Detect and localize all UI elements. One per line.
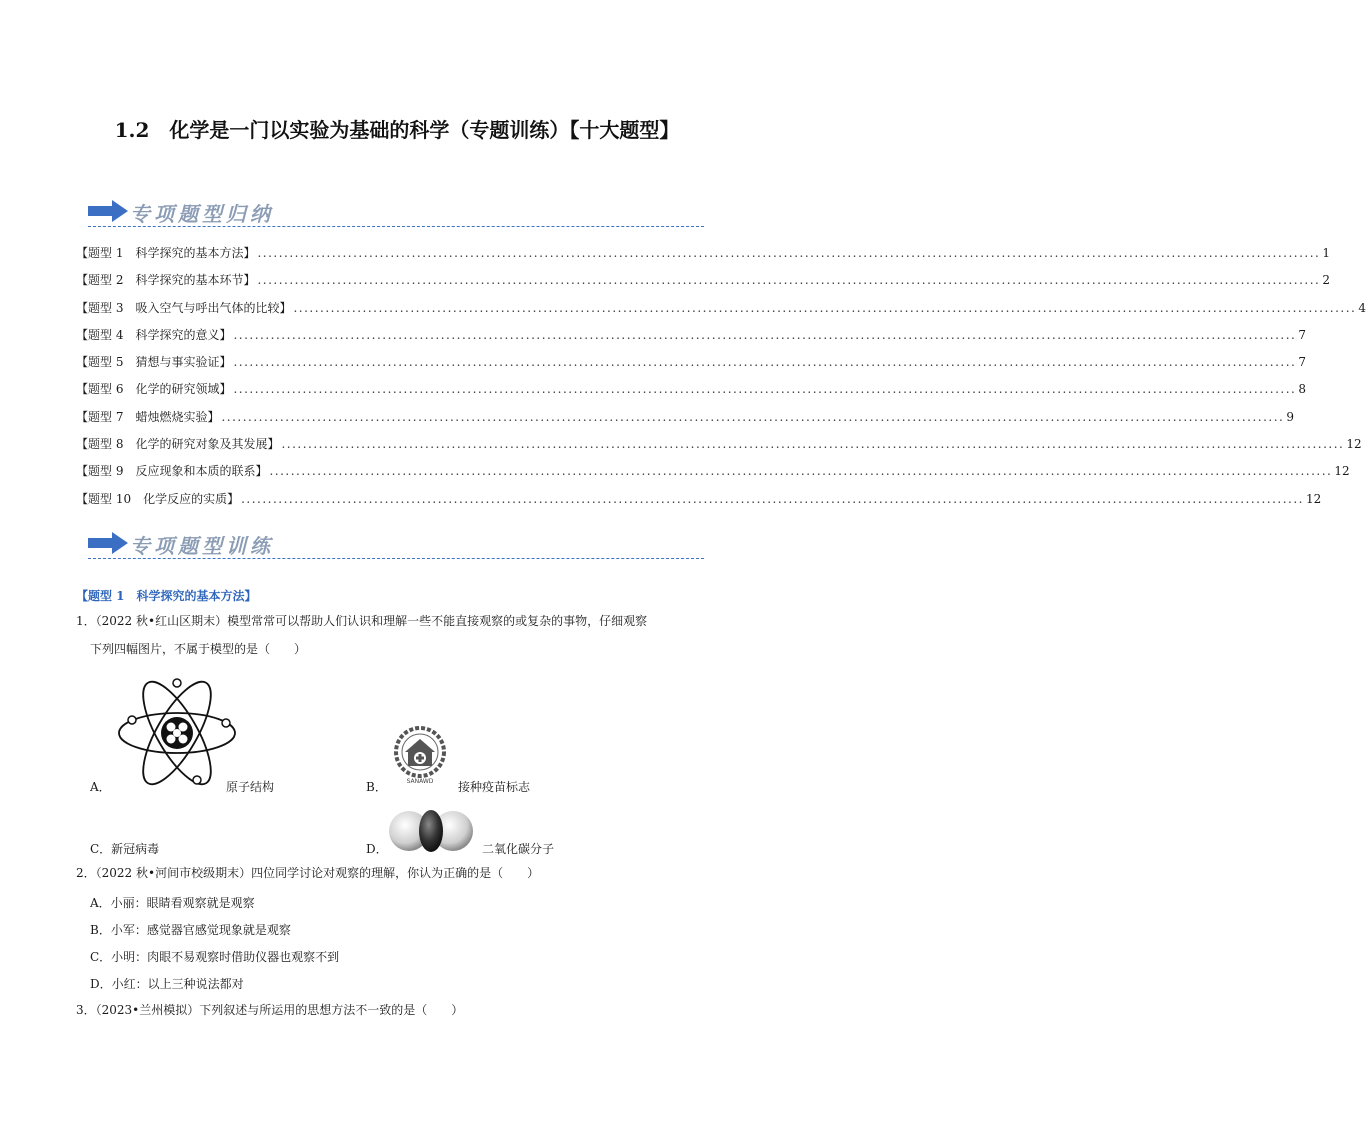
toc-leader-dots: ........................................................................................................................................................................................................	[233, 382, 1297, 397]
toc-leader-dots: ........................................................................................................................................................................................................	[241, 491, 1304, 506]
toc-label: 【题型 9 反应现象和本质的联系】	[76, 464, 268, 479]
toc-page-number: 7	[1298, 327, 1306, 342]
title-text: 化学是一门以实验为基础的科学（专题训练）【十大题型】	[169, 118, 680, 142]
banner-summary-text: 专项题型归纳	[130, 202, 274, 226]
toc-leader-dots: ........................................................................................................................................................................................................	[257, 246, 1321, 260]
toc-row[interactable]	[76, 353, 1306, 380]
arrow-right-icon	[88, 200, 128, 222]
banner-summary	[88, 198, 704, 228]
title-number: 1.2	[114, 118, 150, 142]
toc-leader-dots: ........................................................................................................................................................................................................	[233, 327, 1297, 342]
arrow-right-icon	[88, 532, 128, 554]
toc-leader-dots: ........................................................................................................................................................................................................	[257, 273, 1321, 288]
toc-label: 【题型 2 科学探究的基本环节】	[76, 273, 256, 288]
toc-label: 【题型 10 化学反应的实质】	[76, 491, 240, 506]
toc-row[interactable]	[76, 462, 1350, 489]
toc-label: 【题型 6 化学的研究领域】	[76, 382, 232, 397]
toc-page-number: 2	[1322, 273, 1330, 288]
toc-page-number: 12	[1305, 491, 1322, 506]
question-3-stem: 3．（2023•兰州模拟）下列叙述与所运用的思想方法不一致的是（ ）	[76, 1003, 464, 1017]
toc-page-number: 4	[1358, 300, 1366, 315]
page-title	[0, 114, 794, 143]
toc-page-number: 8	[1298, 382, 1306, 397]
vaccine-logo-image	[388, 726, 452, 786]
question-1-line1: 1．（2022 秋•红山区期末）模型常常可以帮助人们认识和理解一些不能直接观察的或复杂的事物，仔细观察	[76, 614, 648, 628]
toc-label: 【题型 8 化学的研究对象及其发展】	[76, 437, 280, 452]
dashed-divider	[88, 558, 704, 559]
q2-option-a: A．小丽：眼睛看观察就是观察	[90, 896, 255, 910]
q1-option-a: A．	[90, 780, 111, 794]
banner-training	[88, 530, 704, 560]
dashed-divider	[88, 226, 704, 227]
banner-training-text: 专项题型训练	[130, 534, 274, 558]
toc-row[interactable]	[76, 408, 1294, 435]
toc-row[interactable]	[76, 271, 1330, 298]
section-heading: 【题型 1 科学探究的基本方法】	[76, 589, 257, 603]
toc-row[interactable]	[76, 490, 1322, 517]
q1-caption-a: 原子结构	[226, 780, 275, 794]
q2-option-c: C．小明：肉眼不易观察时借助仪器也观察不到	[90, 950, 340, 964]
q1-option-c: C．新冠病毒	[90, 842, 160, 856]
toc-label: 【题型 5 猜想与事实验证】	[76, 355, 232, 370]
toc-page-number: 7	[1298, 355, 1306, 370]
toc-row[interactable]	[76, 299, 1366, 326]
logo-text: SANAWD	[406, 778, 434, 785]
toc-leader-dots: ........................................................................................................................................................................................................	[281, 437, 1345, 452]
q1-caption-b: 接种疫苗标志	[458, 780, 531, 794]
toc-label: 【题型 1 科学探究的基本方法】	[76, 246, 256, 260]
q1-option-b: B．	[366, 780, 387, 794]
toc-row[interactable]	[76, 380, 1306, 407]
co2-molecule-image	[388, 808, 474, 854]
toc-label: 【题型 3 吸入空气与呼出气体的比较】	[76, 300, 292, 315]
q1-option-d: D．	[366, 842, 388, 856]
toc-leader-dots: ........................................................................................................................................................................................................	[221, 409, 1285, 424]
toc-leader-dots: ........................................................................................................................................................................................................	[269, 464, 1333, 479]
toc-label: 【题型 4 科学探究的意义】	[76, 327, 232, 342]
question-1-line2: 下列四幅图片，不属于模型的是（ ）	[90, 642, 307, 656]
question-2-stem: 2．（2022 秋•河间市校级期末）四位同学讨论对观察的理解，你认为正确的是（ ）	[76, 866, 540, 880]
table-of-contents	[76, 244, 1366, 517]
toc-page-number: 1	[1322, 246, 1330, 260]
q2-option-b: B．小军：感觉器官感觉现象就是观察	[90, 923, 291, 937]
toc-leader-dots: ........................................................................................................................................................................................................	[233, 355, 1297, 370]
toc-label: 【题型 7 蜡烛燃烧实验】	[76, 409, 220, 424]
toc-page-number: 12	[1346, 437, 1362, 452]
toc-page-number: 12	[1334, 464, 1350, 479]
toc-page-number: 9	[1286, 409, 1294, 424]
toc-leader-dots: ........................................................................................................................................................................................................	[293, 300, 1357, 315]
toc-row[interactable]	[76, 326, 1306, 353]
toc-row[interactable]	[76, 244, 1330, 271]
q2-option-d: D．小红：以上三种说法都对	[90, 977, 244, 991]
q1-caption-d: 二氧化碳分子	[482, 842, 555, 856]
toc-row[interactable]	[76, 435, 1362, 462]
atom-model-image	[112, 668, 242, 798]
